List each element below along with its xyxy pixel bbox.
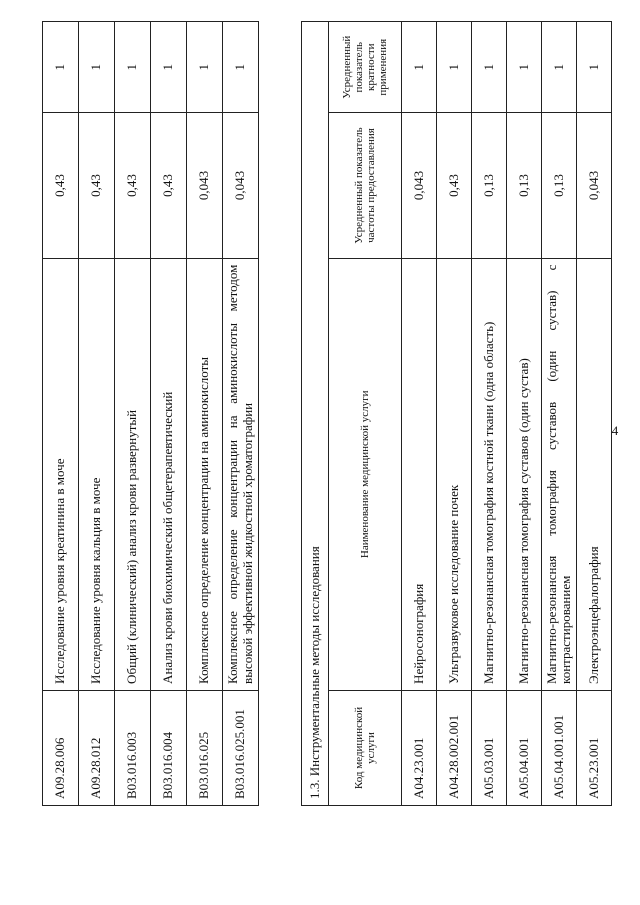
page-number: 4 xyxy=(611,422,619,438)
service-name: Анализ крови биохимический общетерапевтический xyxy=(151,258,187,690)
frequency-value: 0,43 xyxy=(79,113,115,258)
table-row xyxy=(115,22,151,806)
multiplicity-value: 1 xyxy=(43,22,79,113)
frequency-value: 0,13 xyxy=(472,113,507,258)
service-name: Нейросонография xyxy=(402,258,437,690)
service-name: Комплексное определение концентрации на аминокислоты методом высокой эффективной жидкостной хроматографии xyxy=(223,258,259,690)
multiplicity-value: 1 xyxy=(79,22,115,113)
service-name: Магнитно-резонансная томография суставов (один сустав) с контрастированием xyxy=(542,258,577,690)
service-code: A05.04.001.001 xyxy=(542,690,577,805)
service-name: Магнитно-резонансная томография костной ткани (одна область) xyxy=(472,258,507,690)
service-code: A04.23.001 xyxy=(402,690,437,805)
table-row xyxy=(472,22,507,806)
table-row xyxy=(542,22,577,806)
service-code: A05.03.001 xyxy=(472,690,507,805)
instrumental-methods-table xyxy=(301,21,612,806)
service-code: B03.016.004 xyxy=(151,690,187,805)
table-row xyxy=(151,22,187,806)
frequency-value: 0,43 xyxy=(43,113,79,258)
lab-tests-table xyxy=(42,21,259,806)
multiplicity-value: 1 xyxy=(437,22,472,113)
multiplicity-value: 1 xyxy=(577,22,612,113)
multiplicity-value: 1 xyxy=(507,22,542,113)
frequency-value: 0,043 xyxy=(223,113,259,258)
frequency-value: 0,043 xyxy=(577,113,612,258)
table-row xyxy=(577,22,612,806)
service-code: B03.016.025 xyxy=(187,690,223,805)
multiplicity-value: 1 xyxy=(223,22,259,113)
service-code: A09.28.006 xyxy=(43,690,79,805)
frequency-value: 0,043 xyxy=(402,113,437,258)
table-row xyxy=(402,22,437,806)
multiplicity-value: 1 xyxy=(542,22,577,113)
service-name: Общий (клинический) анализ крови развернутый xyxy=(115,258,151,690)
table-row xyxy=(507,22,542,806)
header-code: Код медицинской услуги xyxy=(329,690,402,805)
service-name: Электроэнцефалография xyxy=(577,258,612,690)
section-title-row xyxy=(302,22,329,806)
frequency-value: 0,13 xyxy=(507,113,542,258)
multiplicity-value: 1 xyxy=(151,22,187,113)
frequency-value: 0,43 xyxy=(151,113,187,258)
frequency-value: 0,43 xyxy=(437,113,472,258)
service-code: B03.016.025.001 xyxy=(223,690,259,805)
multiplicity-value: 1 xyxy=(402,22,437,113)
multiplicity-value: 1 xyxy=(187,22,223,113)
service-name: Исследование уровня кальция в моче xyxy=(79,258,115,690)
table-row xyxy=(437,22,472,806)
header-row xyxy=(329,22,402,806)
service-name: Магнитно-резонансная томография суставов (один сустав) xyxy=(507,258,542,690)
service-name: Ультразвуковое исследование почек xyxy=(437,258,472,690)
multiplicity-value: 1 xyxy=(472,22,507,113)
header-frequency: Усредненный показатель частоты предоставления xyxy=(329,113,402,258)
table-row xyxy=(43,22,79,806)
header-name: Наименование медицинской услуги xyxy=(329,258,402,690)
frequency-value: 0,043 xyxy=(187,113,223,258)
service-code: B03.016.003 xyxy=(115,690,151,805)
table-row xyxy=(223,22,259,806)
frequency-value: 0,13 xyxy=(542,113,577,258)
service-code: A04.28.002.001 xyxy=(437,690,472,805)
multiplicity-value: 1 xyxy=(115,22,151,113)
service-code: A05.23.001 xyxy=(577,690,612,805)
table-row xyxy=(79,22,115,806)
header-multiplicity: Усредненный показатель кратности применения xyxy=(329,22,402,113)
service-name: Комплексное определение концентрации на аминокислоты xyxy=(187,258,223,690)
service-name: Исследование уровня креатинина в моче xyxy=(43,258,79,690)
service-code: A09.28.012 xyxy=(79,690,115,805)
frequency-value: 0,43 xyxy=(115,113,151,258)
service-code: A05.04.001 xyxy=(507,690,542,805)
section-title: 1.3. Инструментальные методы исследования xyxy=(302,22,329,806)
table-row xyxy=(187,22,223,806)
